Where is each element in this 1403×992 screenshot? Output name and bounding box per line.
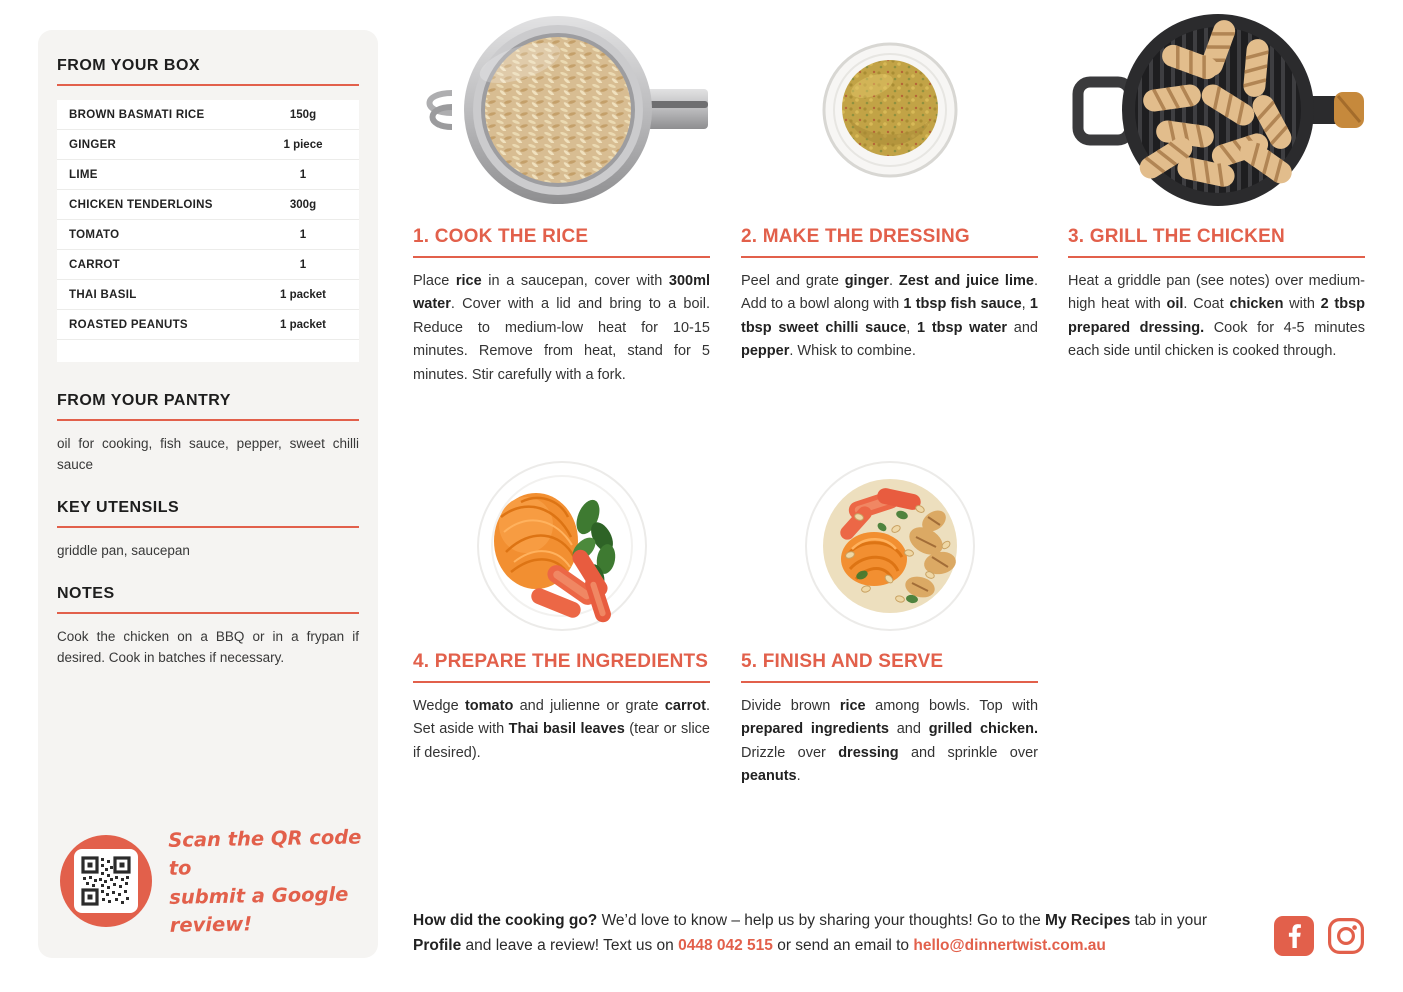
ingredient-name: ROASTED PEANUTS [69,318,188,331]
ingredient-qty: 150g [289,108,317,121]
table-row [57,130,359,160]
ingredient-qty: 1 piece [283,138,323,151]
ingredient-name: LIME [69,168,98,181]
from-your-pantry-section [57,392,359,475]
accent-divider [741,681,1038,683]
facebook-icon[interactable] [1274,916,1314,956]
ingredient-qty: 300g [289,198,317,211]
accent-divider [57,419,359,421]
chicken-griddle-pan-photo [1068,8,1365,212]
sidebar [38,30,378,958]
step-title: 1. COOK THE RICE [413,226,589,247]
accent-divider [413,681,710,683]
rice-in-saucepan-photo [413,8,710,212]
ingredient-name: CHICKEN TENDERLOINS [69,198,213,211]
qr-caption-line1: Scan the QR code to [168,825,362,881]
step-1-cook-the-rice [413,8,710,387]
accent-divider [57,526,359,528]
accent-divider [741,256,1038,258]
dressing-bowl-photo [741,8,1038,212]
notes-title: NOTES [57,585,115,603]
accent-divider [1068,256,1365,258]
step-3-grill-the-chicken [1068,8,1365,364]
notes-section [57,585,359,668]
step-title: 5. FINISH AND SERVE [741,651,944,672]
ingredient-name: BROWN BASMATI RICE [69,108,205,121]
table-row [57,190,359,220]
ingredients-table [57,100,359,362]
footer [413,908,1366,958]
table-row [57,250,359,280]
step-instructions: Heat a griddle pan (see notes) over medium-high heat with oil. Coat chicken with 2 tbsp prepared dressing. Cook for 4-5 minutes each side until chicken is cooked through. [1068,273,1366,360]
accent-divider [413,256,710,258]
step-instructions: Divide brown rice among bowls. Top with prepared ingredients and grilled chicken. Drizzle over dressing and sprinkle over peanuts. [741,698,1039,785]
ingredient-name: THAI BASIL [69,288,137,301]
ingredient-qty: 1 [299,228,307,241]
from-your-box-title: FROM YOUR BOX [57,57,201,74]
step-2-make-the-dressing [741,8,1038,364]
table-row [57,280,359,310]
utensils-title: KEY UTENSILS [57,499,180,517]
instagram-icon[interactable] [1326,916,1366,956]
step-instructions: Place rice in a saucepan, cover with 300ml water. Cover with a lid and bring to a boil. Reduce to medium-low heat for 10-15 minutes. Remove from heat, stand for 5 minutes. Stir carefully with a fork. [413,273,710,383]
ingredient-qty: 1 [299,258,307,271]
ingredient-name: CARROT [69,258,120,271]
qr-caption-line2: submit a Google review! [169,882,349,937]
google-review-block [60,825,378,938]
key-utensils-section [57,499,359,561]
ingredient-name: TOMATO [69,228,120,241]
qr-code-icon[interactable] [60,835,152,927]
step-5-finish-and-serve [741,455,1038,789]
table-row [57,160,359,190]
footer-review-text: How did the cooking go? We’d love to know – help us by sharing your thoughts! Go to the My Recipes tab in your Profile and leave a review! Text us on 0448 042 515 or send an email to hello@dinnertwist.com.au [413,912,1208,955]
step-title: 4. PREPARE THE INGREDIENTS [413,651,709,672]
utensils-text: griddle pan, saucepan [57,543,190,559]
pantry-title: FROM YOUR PANTRY [57,392,231,409]
ingredient-qty: 1 packet [279,318,327,331]
ingredient-qty: 1 packet [279,288,327,301]
from-your-box-section [57,57,359,362]
table-row [57,310,359,340]
table-row [57,100,359,130]
accent-divider [57,612,359,614]
table-row [57,220,359,250]
prepared-ingredients-plate-photo [413,455,710,637]
finished-bowl-photo [741,455,1038,637]
social-links [1274,916,1366,956]
ingredient-name: GINGER [69,138,117,151]
step-title: 2. MAKE THE DRESSING [741,226,970,247]
step-4-prepare-the-ingredients [413,455,710,765]
qr-caption [168,823,379,940]
accent-divider [57,84,359,86]
pantry-text: oil for cooking, fish sauce, pepper, sweet chilli sauce [57,436,359,473]
step-instructions: Wedge tomato and julienne or grate carrot. Set aside with Thai basil leaves (tear or slice if desired). [413,698,710,761]
step-instructions: Peel and grate ginger. Zest and juice lime. Add to a bowl along with 1 tbsp fish sauce, 1 tbsp sweet chilli sauce, 1 tbsp water and pepper. Whisk to combine. [741,273,1038,360]
notes-text: Cook the chicken on a BBQ or in a frypan if desired. Cook in batches if necessary. [57,629,359,666]
step-title: 3. GRILL THE CHICKEN [1068,226,1285,247]
ingredient-qty: 1 [299,168,307,181]
